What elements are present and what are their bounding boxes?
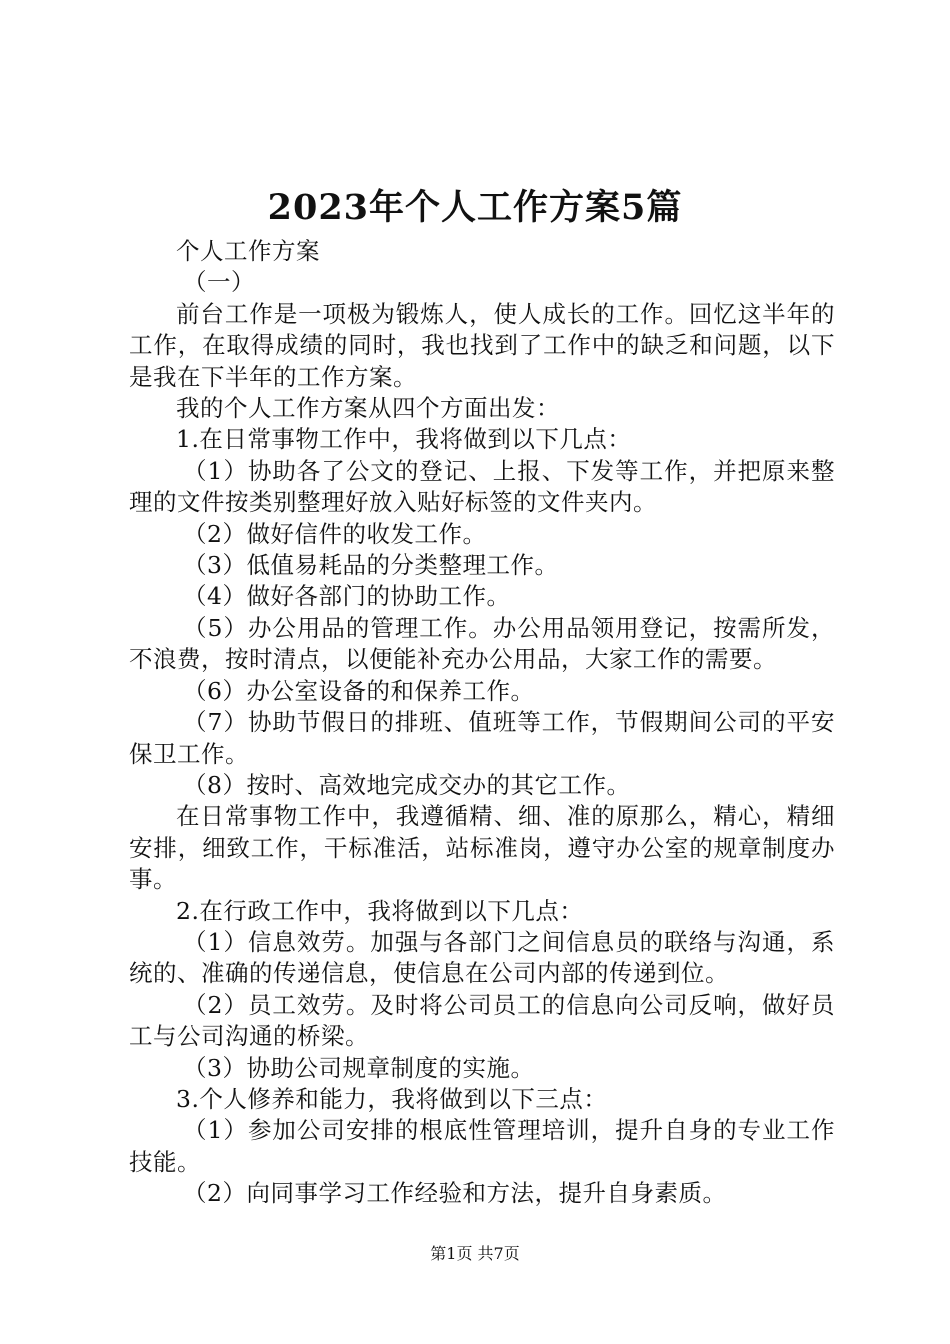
paragraph: 在日常事物工作中，我遵循精、细、准的原那么，精心，精细安排，细致工作，干标准活，站标准岗，遵守办公室的规章制度办事。 [129, 802, 835, 894]
paragraph: （6）办公室设备的和保养工作。 [183, 676, 535, 705]
page-footer: 第1页 共7页 [430, 1244, 520, 1263]
paragraph: （4）做好各部门的协助工作。 [183, 582, 511, 611]
paragraph: （8）按时、高效地完成交办的其它工作。 [183, 770, 631, 799]
paragraph: （5）办公用品的管理工作。办公用品领用登记，按需所发，不浪费，按时清点，以便能补充办公用品，大家工作的需要。 [129, 613, 835, 674]
paragraph: （1）协助各了公文的登记、上报、下发等工作，并把原来整理的文件按类别整理好放入贴好标签的文件夹内。 [129, 456, 835, 517]
document-body [129, 236, 835, 1210]
paragraph: （2）做好信件的收发工作。 [183, 519, 487, 548]
document-title: 2023年个人工作方案5篇 [267, 187, 683, 228]
paragraph: （2）员工效劳。及时将公司员工的信息向公司反响，做好员工与公司沟通的桥梁。 [129, 990, 835, 1051]
paragraph: （2）向同事学习工作经验和方法，提升自身素质。 [183, 1179, 727, 1208]
paragraph: （3）低值易耗品的分类整理工作。 [183, 551, 559, 580]
paragraph: 1.在日常事物工作中，我将做到以下几点： [176, 425, 632, 454]
paragraph: （1）参加公司安排的根底性管理培训，提升自身的专业工作技能。 [129, 1116, 835, 1176]
paragraph: 3.个人修养和能力，我将做到以下三点： [176, 1084, 608, 1113]
paragraph: 个人工作方案 [176, 237, 320, 265]
paragraph: （一） [183, 268, 256, 297]
paragraph: 我的个人工作方案从四个方面出发： [176, 394, 560, 423]
paragraph: 前台工作是一项极为锻炼人，使人成长的工作。回忆这半年的工作，在取得成绩的同时，我也找到了工作中的缺乏和问题，以下是我在下半年的工作方案。 [129, 299, 835, 391]
paragraph: 2.在行政工作中，我将做到以下几点： [176, 896, 584, 925]
paragraph: （1）信息效劳。加强与各部门之间信息员的联络与沟通，系统的、准确的传递信息，使信息在公司内部的传递到位。 [129, 927, 835, 988]
paragraph: （7）协助节假日的排班、值班等工作，节假期间公司的平安保卫工作。 [129, 708, 835, 768]
paragraph: （3）协助公司规章制度的实施。 [183, 1053, 535, 1082]
